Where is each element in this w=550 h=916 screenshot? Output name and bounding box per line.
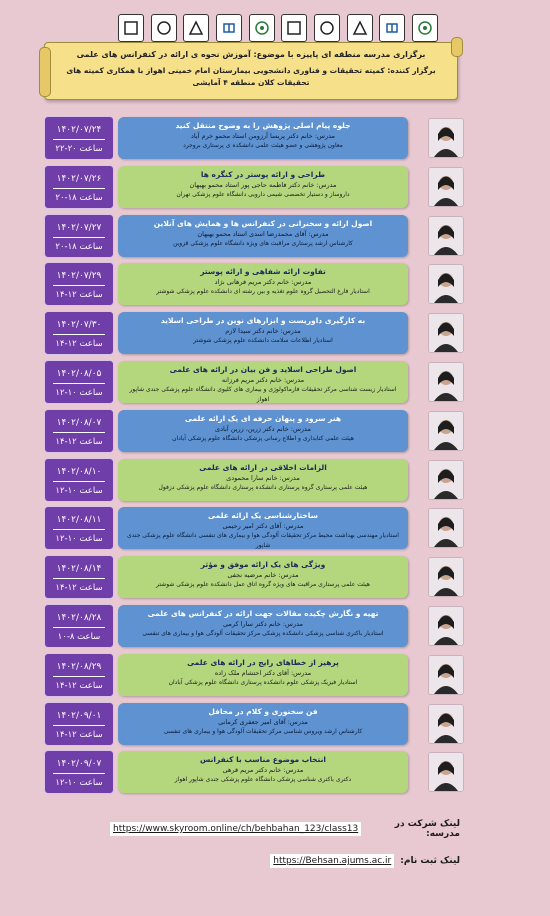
session-title: پرهیز از خطاهای رایج در ارائه های علمی <box>187 657 339 667</box>
session-time: ساعت ۱۲-۱۴ <box>55 729 103 740</box>
date-divider <box>53 285 105 286</box>
date-divider <box>53 676 105 677</box>
session-time: ساعت ۱۲-۱۴ <box>55 680 103 691</box>
date-divider <box>53 578 105 579</box>
session-affiliation: استادیار باکتری شناسی پزشکی دانشکده پزشکی مرکز تحقیقات آلودگی هوا و بیماری های تنفسی <box>142 630 384 637</box>
session-row <box>44 116 464 160</box>
session-lecturer: مدرس: آقای دکتر امیر رحیمی <box>222 522 304 531</box>
session-affiliation: داروساز و دستیار تخصصی شیمی دارویی دانشگاه علوم پزشکی تهران <box>176 190 350 198</box>
session-title: جلوه پیام اصلی پژوهش را به وضوح منتقل کنید <box>175 121 351 130</box>
session-time: ساعت ۱۰-۱۲ <box>55 388 103 398</box>
session-lecturer: مدرس: آقای محمدرضا اسدی استاد محمو بهبهان <box>197 229 329 238</box>
register-link-row <box>110 852 460 870</box>
session-affiliation: کارشناس ارشد ویروس شناسی مرکز تحقیقات آلودگی هوا و بیماری های تنفسی <box>163 727 363 735</box>
lecturer-photo <box>428 752 464 792</box>
session-time: ساعت ۱۲-۱۴ <box>55 583 103 594</box>
session-affiliation: کارشناس ارشد پرستاری مراقبت های ویژه دانشگاه علوم پزشکی قزوین <box>173 239 353 247</box>
session-date-box <box>44 311 114 355</box>
session-title: فن سخنوری و کلام در محافل <box>208 706 318 716</box>
session-lecturer: مدرس: خانم دکتر فاطمه حاجی پور استاد محمو بهبهان <box>189 180 337 189</box>
session-date: ۱۴۰۲/۰۸/۱۰ <box>56 466 102 477</box>
session-row <box>44 409 464 453</box>
session-row <box>44 702 464 746</box>
session-card <box>118 263 408 305</box>
lecturer-photo <box>428 460 464 500</box>
session-row <box>44 653 464 697</box>
session-lecturer: مدرس: آقای دکتر احتشام ملک زاده <box>214 668 312 677</box>
logo-8-icon <box>347 14 373 42</box>
session-date-box <box>44 214 114 258</box>
session-card <box>118 751 408 793</box>
logo-6-icon <box>281 14 307 42</box>
date-divider <box>53 237 105 238</box>
session-lecturer: مدرس: آقای امیر جعفری کرمانی <box>218 717 308 726</box>
session-lecturer: مدرس: خانم دکتر مریم فرهانی نژاد <box>214 278 312 287</box>
lecturer-photo <box>428 264 464 304</box>
session-lecturer: مدرس: خانم دکتر سارا کرمی <box>222 620 304 628</box>
session-time: ساعت ۸-۱۰ <box>57 632 101 642</box>
session-date-box <box>44 653 114 697</box>
lecturer-photo <box>428 655 464 695</box>
session-title: ویژگی های یک ارائه موفق و مؤثر <box>200 560 326 570</box>
session-date: ۱۴۰۲/۰۷/۲۴ <box>56 125 102 135</box>
logo-7-icon <box>314 14 340 42</box>
session-lecturer: مدرس: خانم دکتر پریسا آرزومن استاد محمو خرم آباد <box>191 132 335 140</box>
banner-scroll-curl <box>39 47 51 97</box>
session-lecturer: مدرس: خانم دکتر زرین، زرین آبادی <box>215 424 311 433</box>
lecturer-photo <box>428 167 464 207</box>
session-date-box <box>44 458 114 502</box>
session-card <box>118 507 408 549</box>
session-date-box <box>44 262 114 306</box>
lecturer-photo <box>428 508 464 548</box>
session-card <box>118 459 408 501</box>
date-divider <box>53 188 105 189</box>
session-card <box>118 312 408 354</box>
session-affiliation: معاون پژوهشی و عضو هیئت علمی دانشکده ی پرستاری بروجرد <box>183 142 343 149</box>
session-time: ساعت ۲۰-۲۲ <box>55 144 103 154</box>
register-link-label: لینک ثبت نام: <box>400 856 460 866</box>
banner-scroll-curl <box>451 37 463 57</box>
session-date: ۱۴۰۲/۰۹/۰۱ <box>56 710 102 721</box>
session-title: الزامات اخلاقی در ارائه های علمی <box>199 462 327 472</box>
session-card <box>118 654 408 696</box>
lecturer-photo <box>428 557 464 597</box>
session-date: ۱۴۰۲/۰۷/۳۰ <box>56 320 102 331</box>
session-title: اصول طراحی اسلاید و فن بیان در ارائه های علمی <box>169 365 357 374</box>
lecturer-photo <box>428 313 464 353</box>
session-date-box <box>44 604 114 648</box>
session-time: ساعت ۱۰-۱۲ <box>55 778 103 789</box>
session-title: انتخاب موضوع مناسب با کنفرانس <box>199 755 326 765</box>
banner-title: برگزاری مدرسه منطقه ای پاییزه با موضوع: آموزش نحوه ی ارائه در کنفرانس های علمی <box>76 50 426 59</box>
session-row <box>44 311 464 355</box>
session-date-box <box>44 360 114 404</box>
logo-strip <box>118 14 438 42</box>
session-card <box>118 117 408 159</box>
session-date-box <box>44 702 114 746</box>
session-card <box>118 215 408 257</box>
session-row <box>44 165 464 209</box>
session-affiliation: هیئت علمی کتابداری و اطلاع رسانی پزشکی دانشگاه علوم پزشکی آبادان <box>172 434 354 442</box>
session-card <box>118 556 408 598</box>
session-time: ساعت ۱۲-۱۴ <box>55 436 103 447</box>
session-row <box>44 506 464 550</box>
session-affiliation: استادیار فارغ التحصیل گروه علوم تغذیه و بین رشته ای دانشکده علوم پزشکی شوشتر <box>156 288 370 296</box>
session-date: ۱۴۰۲/۰۸/۱۴ <box>56 564 102 575</box>
logo-5-icon <box>249 14 275 42</box>
session-date: ۱۴۰۲/۰۷/۲۷ <box>56 222 102 233</box>
date-divider <box>53 139 105 140</box>
session-date: ۱۴۰۲/۰۷/۲۹ <box>56 271 102 282</box>
logo-2-icon <box>151 14 177 42</box>
session-time: ساعت ۱۰-۱۲ <box>55 534 103 545</box>
session-date-box <box>44 506 114 550</box>
session-title: تفاوت ارائه شفاهی و ارائه پوستر <box>200 267 326 277</box>
title-banner <box>44 42 458 100</box>
session-row <box>44 214 464 258</box>
session-date: ۱۴۰۲/۰۹/۰۷ <box>56 759 102 770</box>
session-title: ساختارشناسی یک ارائه علمی <box>208 511 318 521</box>
session-date-box <box>44 409 114 453</box>
lecturer-photo <box>428 362 464 402</box>
date-divider <box>53 481 105 482</box>
session-row <box>44 604 464 648</box>
session-title: اصول ارائه و سخنرانی در کنفرانس ها و همایش های آنلاین <box>153 218 373 228</box>
session-lecturer: مدرس: خانم مرضیه نجفی <box>227 571 299 580</box>
session-affiliation: دکتری باکتری شناسی پزشکی دانشگاه علوم پزشکی جندی شاپور اهواز <box>174 776 352 784</box>
class-link[interactable]: https://www.skyroom.online/ch/behbahan_123/class13 <box>110 822 361 836</box>
session-date-box <box>44 116 114 160</box>
class-link-row <box>110 820 460 838</box>
session-row <box>44 262 464 306</box>
session-date-box <box>44 750 114 794</box>
lecturer-photo <box>428 704 464 744</box>
session-affiliation: استادیار فیزیک پزشکی علوم دانشکده پرستاری دانشگاه علوم پزشکی آبادان <box>168 678 358 686</box>
session-lecturer: مدرس: خانم دکتر مریم فرزانه <box>221 376 305 384</box>
date-divider <box>53 725 105 726</box>
session-affiliation: استادیار زیست شناسی مرکز تحقیقات فارماکولوژی و بیماری های کلیوی دانشگاه علوم پزشکی جندی شاپور اهواز <box>129 386 397 403</box>
date-divider <box>53 773 105 774</box>
register-link[interactable]: https://Behsan.ajums.ac.ir <box>270 854 394 868</box>
logo-3-icon <box>183 14 209 42</box>
session-date: ۱۴۰۲/۰۸/۲۹ <box>56 661 102 672</box>
class-link-label: لینک شرکت در مدرسه: <box>394 819 460 839</box>
session-date-box <box>44 555 114 599</box>
session-date: ۱۴۰۲/۰۸/۲۸ <box>56 613 102 623</box>
session-affiliation: هیئت علمی پرستاری گروه پرستاری دانشکده پرستاری دانشگاه علوم پزشکی دزفول <box>158 483 368 491</box>
banner-organizer: برگزار کننده: کمیته تحقیقات و فناوری دانشجویی بیمارستان امام خمینی اهواز با همکاری کمیته های تحقیقات کلان منطقه ۴ آمایشی <box>66 66 436 87</box>
session-row <box>44 555 464 599</box>
session-lecturer: مدرس: خانم دکتر مریم قرهی <box>222 766 304 775</box>
session-lecturer: مدرس: خانم سارا محمودی <box>226 473 300 482</box>
session-time: ساعت ۱۲-۱۴ <box>55 290 103 301</box>
logo-9-icon <box>379 14 405 42</box>
session-row <box>44 458 464 502</box>
session-affiliation: استادیار مهندسی بهداشت محیط مرکز تحقیقات آلودگی هوا و بیماری های تنفسی دانشگاه علوم پزشکی جندی شاپور <box>127 532 399 550</box>
session-row <box>44 360 464 404</box>
session-time: ساعت ۱۰-۱۲ <box>55 485 103 496</box>
session-card <box>118 605 408 647</box>
session-title: هنر سرود و پنهان حرفه ای یک ارائه علمی <box>184 413 342 423</box>
session-date: ۱۴۰۲/۰۸/۰۷ <box>56 417 102 428</box>
session-title: تهیه و نگارش چکیده مقالات جهت ارائه در کنفرانس های علمی <box>147 609 379 618</box>
date-divider <box>53 627 105 628</box>
session-card <box>118 703 408 745</box>
date-divider <box>53 383 105 384</box>
lecturer-photo <box>428 118 464 158</box>
logo-1-icon <box>118 14 144 42</box>
session-time: ساعت ۱۸-۲۰ <box>55 241 103 252</box>
session-date: ۱۴۰۲/۰۷/۲۶ <box>56 173 102 184</box>
session-date-box <box>44 165 114 209</box>
date-divider <box>53 334 105 335</box>
logo-4-icon <box>216 14 242 42</box>
session-time: ساعت ۱۸-۲۰ <box>55 192 103 203</box>
session-date: ۱۴۰۲/۰۸/۱۱ <box>56 515 102 526</box>
lecturer-photo <box>428 411 464 451</box>
session-title: طراحی و ارائه پوستر در کنگره ها <box>200 169 326 179</box>
lecturer-photo <box>428 216 464 256</box>
session-time: ساعت ۱۲-۱۴ <box>55 339 103 350</box>
session-card <box>118 361 408 403</box>
session-date: ۱۴۰۲/۰۸/۰۵ <box>56 369 102 379</box>
session-card <box>118 410 408 452</box>
session-lecturer: مدرس: خانم دکتر سیدا لازم <box>225 327 301 336</box>
session-title: به کارگیری داوریست و ابزارهای نوین در طراحی اسلاید <box>160 316 366 326</box>
session-row <box>44 750 464 794</box>
logo-10-icon <box>412 14 438 42</box>
session-affiliation: استادیار اطلاعات سلامت دانشکده علوم پزشکی شوشتر <box>193 337 333 345</box>
lecturer-photo <box>428 606 464 646</box>
session-card <box>118 166 408 208</box>
date-divider <box>53 432 105 433</box>
session-affiliation: هیئت علمی پرستاری مراقبت های ویژه گروه اتاق عمل دانشکده علوم پزشکی شوشتر <box>156 581 370 589</box>
date-divider <box>53 529 105 530</box>
